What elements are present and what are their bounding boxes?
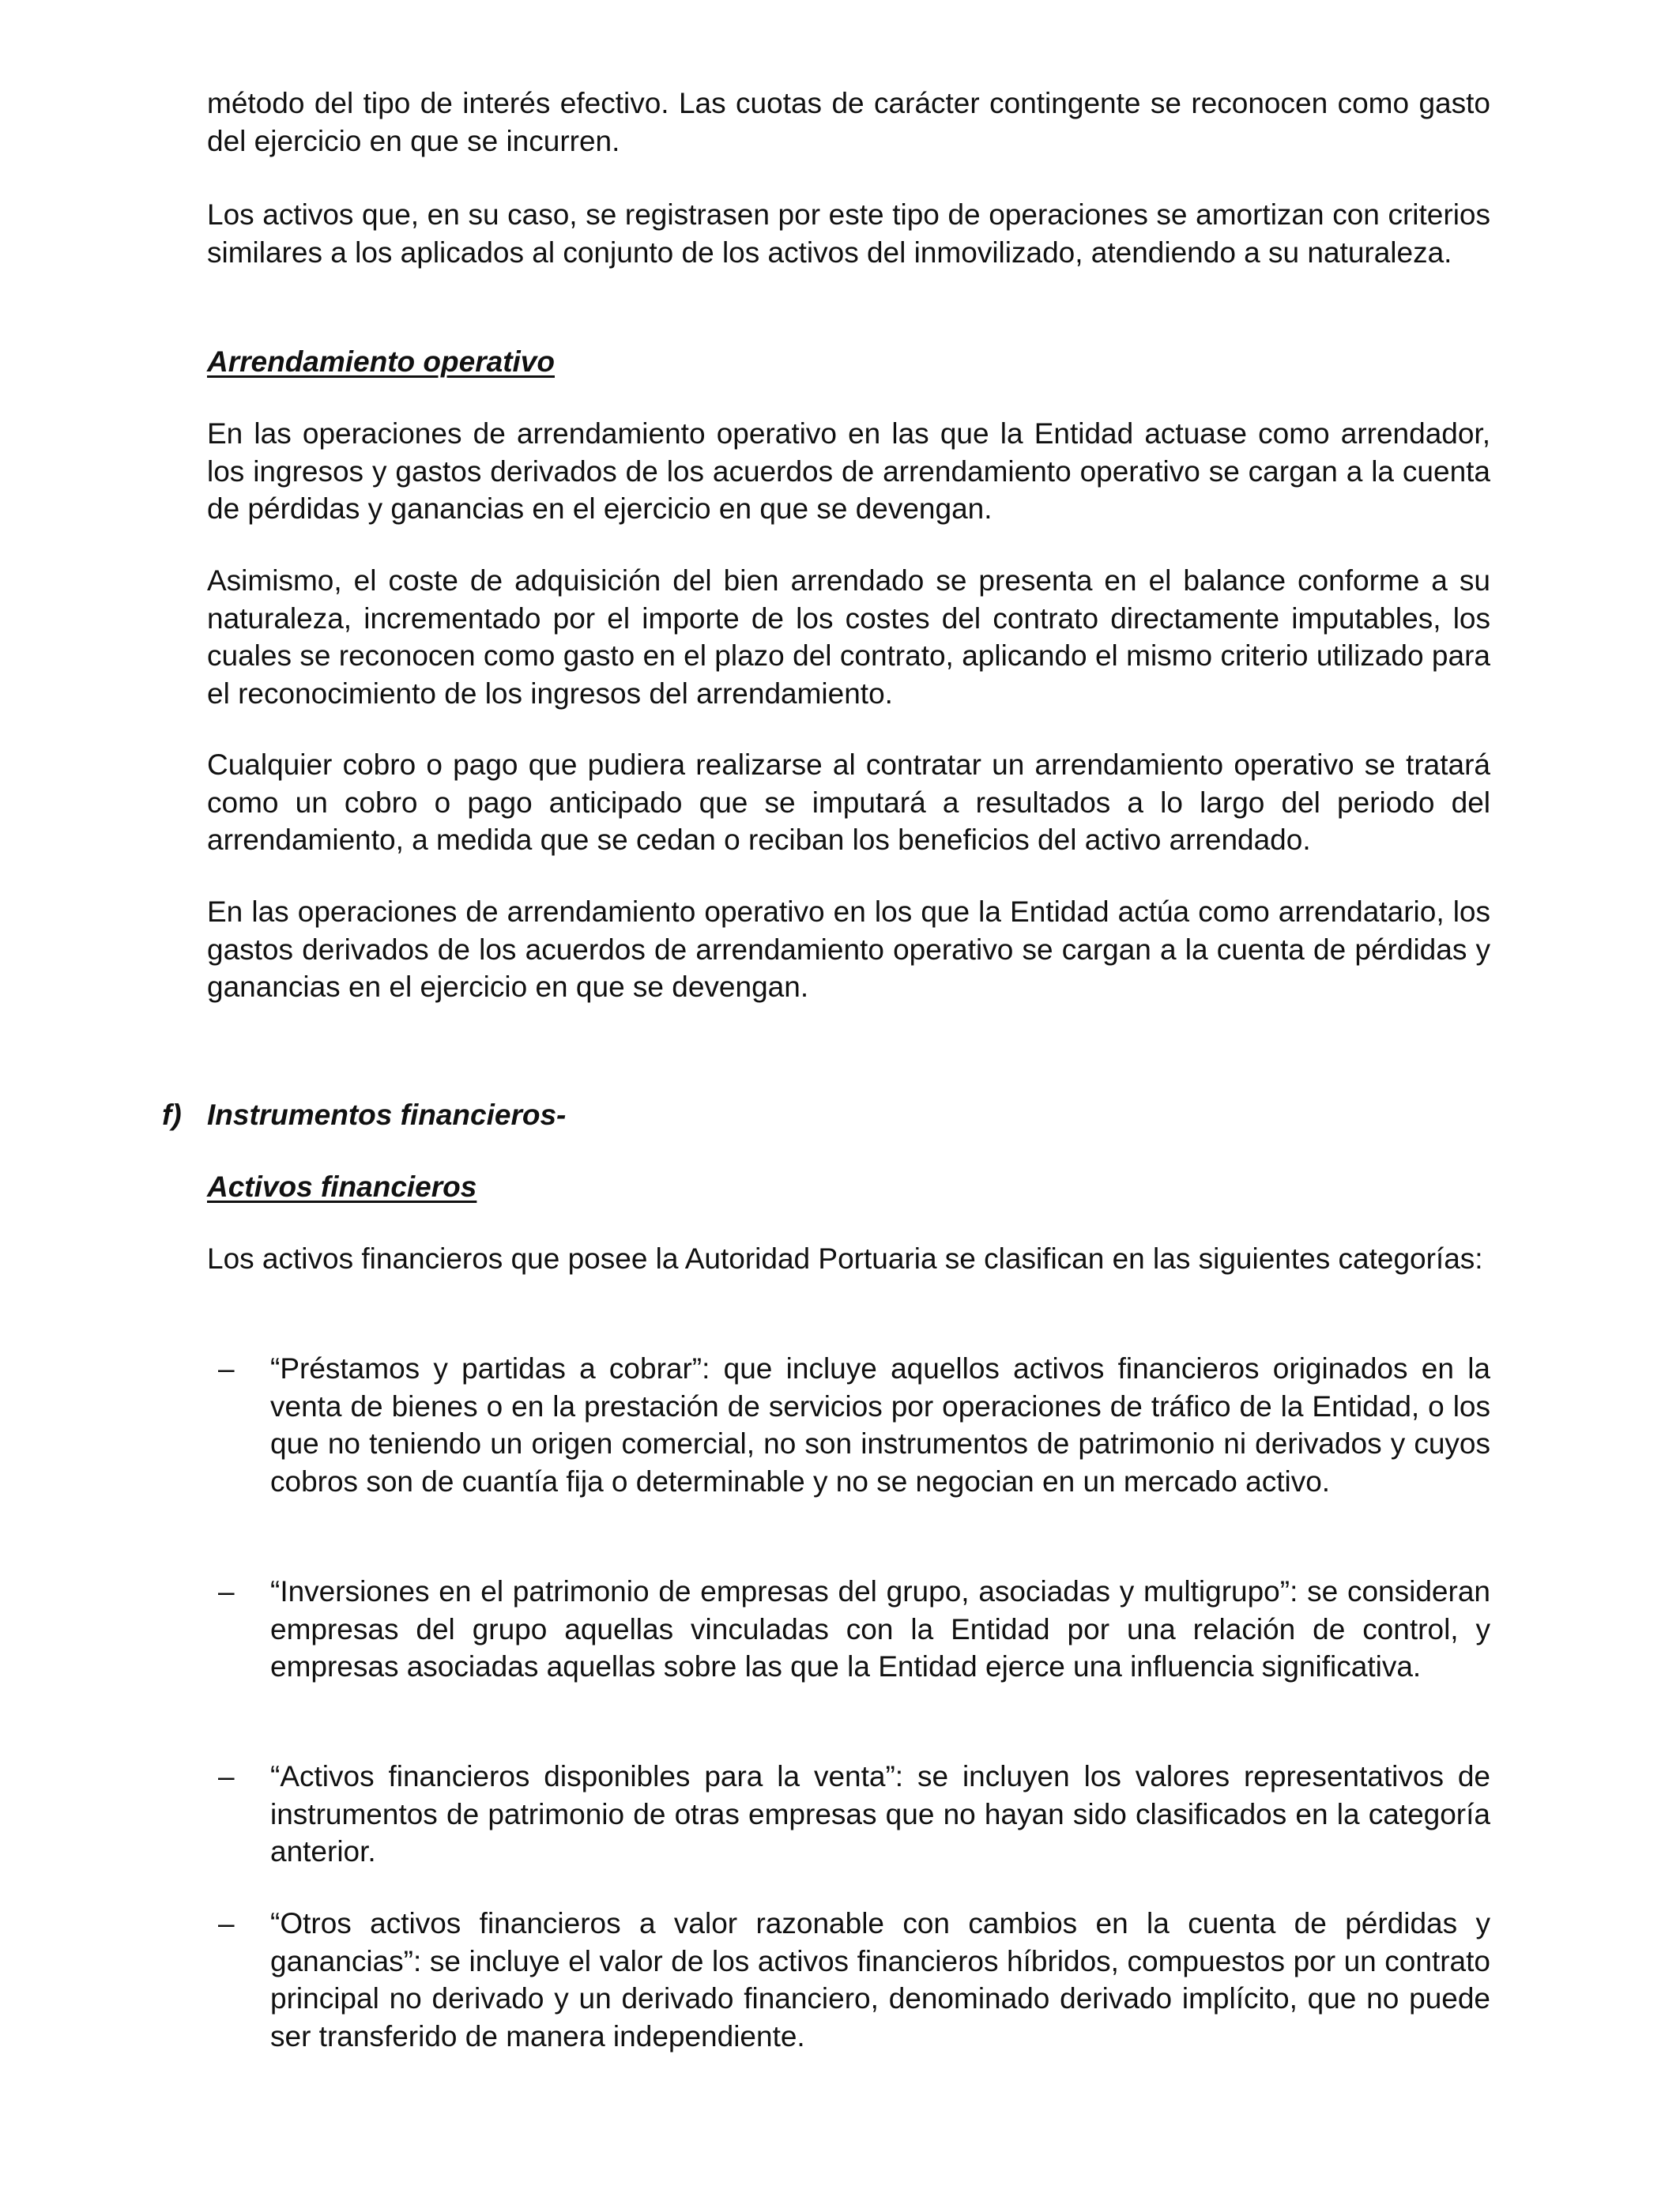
list-item-prestamos-partidas (207, 1350, 1490, 1500)
section-heading-instrumentos-financieros (162, 1096, 566, 1134)
subheading-activos-financieros: Activos financieros (207, 1171, 477, 1203)
paragraph-categorias-intro: Los activos financieros que posee la Autoridad Portuaria se clasifican en las siguientes categorías: (207, 1242, 1483, 1275)
list-item-inversiones-patrimonio (207, 1573, 1490, 1686)
list-dash: – (218, 1575, 235, 1608)
list-dash: – (218, 1907, 235, 1940)
list-item-text: “Otros activos financieros a valor razonable con cambios en la cuenta de pérdidas y ganancias”: se incluye el valor de los activos financieros híbridos, compuestos por un contrato principal no derivado y un derivado financiero, denominado derivado implícito, que no puede ser transferido de manera independiente. (270, 1907, 1490, 2053)
list-item-disponibles-venta (207, 1758, 1490, 1871)
section-letter: f) (162, 1099, 182, 1131)
paragraph-arrendador: En las operaciones de arrendamiento operativo en las que la Entidad actuase como arrendador, los ingresos y gastos derivados de los acuerdos de arrendamiento operativo se cargan a la cuenta de pérdidas y ganancias en el ejercicio en que se devengan. (207, 417, 1490, 525)
paragraph-coste-adquisicion: Asimismo, el coste de adquisición del bien arrendado se presenta en el balance conforme a su naturaleza, incrementado por el importe de los costes del contrato directamente imputables, los cuales se reconocen como gasto en el plazo del contrato, aplicando el mismo criterio utilizado para el reconocimiento de los ingresos del arrendamiento. (207, 564, 1490, 710)
subheading-arrendamiento-operativo: Arrendamiento operativo (207, 345, 555, 378)
paragraph-interes-efectivo: método del tipo de interés efectivo. Las cuotas de carácter contingente se reconocen como gasto del ejercicio en que se incurren. (207, 87, 1490, 157)
paragraph-arrendatario: En las operaciones de arrendamiento operativo en los que la Entidad actúa como arrendatario, los gastos derivados de los acuerdos de arrendamiento operativo se cargan a la cuenta de pérdidas y ganancias en el ejercicio en que se devengan. (207, 895, 1490, 1003)
paragraph-cobro-pago: Cualquier cobro o pago que pudiera realizarse al contratar un arrendamiento operativo se tratará como un cobro o pago anticipado que se imputará a resultados a lo largo del periodo del arrendamiento, a medida que se cedan o reciban los beneficios del activo arrendado. (207, 748, 1490, 856)
paragraph-activos-amortizacion: Los activos que, en su caso, se registrasen por este tipo de operaciones se amortizan con criterios similares a los aplicados al conjunto de los activos del inmovilizado, atendiendo a su naturaleza. (207, 198, 1490, 269)
list-item-text: “Activos financieros disponibles para la venta”: se incluyen los valores representativos de instrumentos de patrimonio de otras empresas que no hayan sido clasificados en la categoría anterior. (270, 1760, 1490, 1868)
list-item-text: “Inversiones en el patrimonio de empresas del grupo, asociadas y multigrupo”: se consideran empresas del grupo aquellas vinculadas con la Entidad por una relación de control, y empresas asociadas aquellas sobre las que la Entidad ejerce una influencia significativa. (270, 1575, 1490, 1683)
list-dash: – (218, 1760, 235, 1793)
list-item-valor-razonable (207, 1905, 1490, 2055)
list-dash: – (218, 1352, 235, 1385)
list-item-text: “Préstamos y partidas a cobrar”: que incluye aquellos activos financieros originados en la venta de bienes o en la prestación de servicios por operaciones de tráfico de la Entidad, o los que no teniendo un origen comercial, no son instrumentos de patrimonio ni derivados y cuyos cobros son de cuantía fija o determinable y no se negocian en un mercado activo. (270, 1352, 1490, 1498)
section-title: Instrumentos financieros- (207, 1099, 567, 1131)
